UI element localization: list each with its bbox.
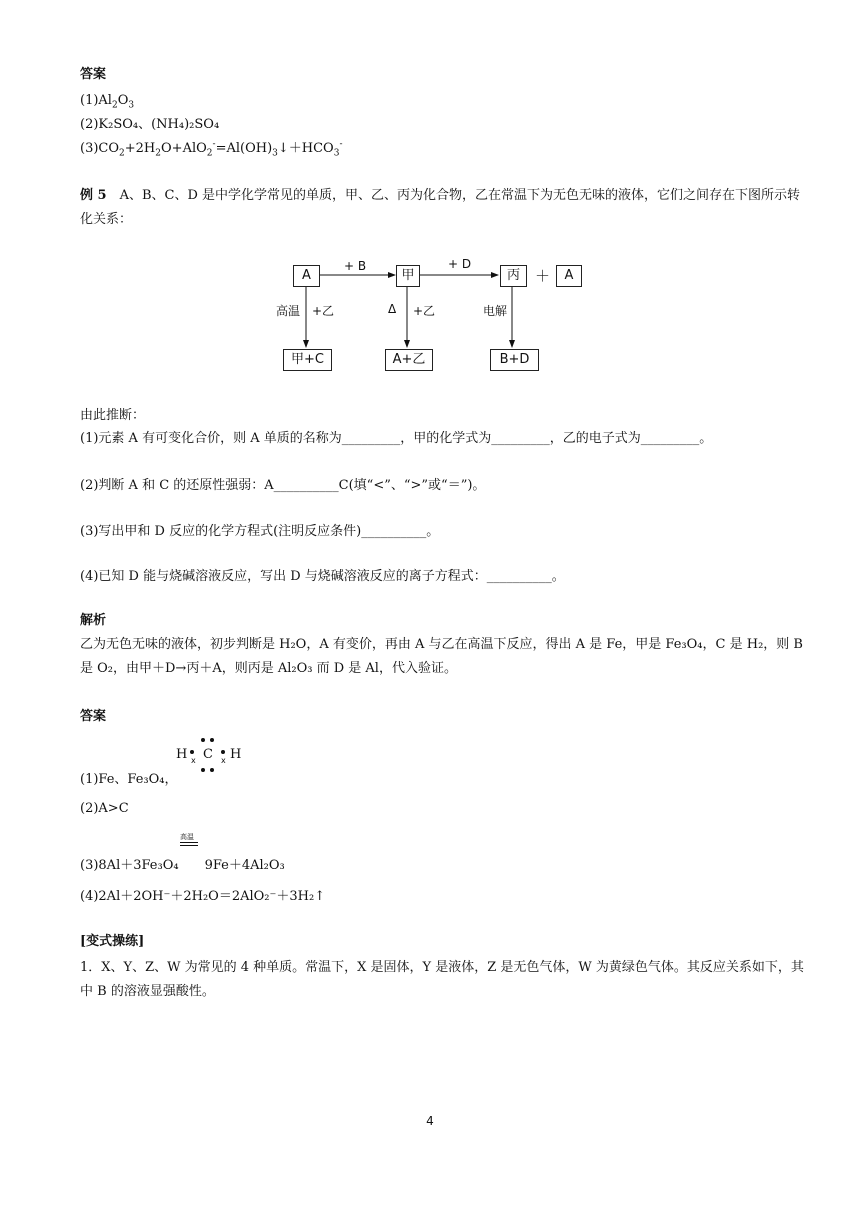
questions-intro: 由此推断： [80,408,146,423]
answer2-line-2: (2)A>C [80,801,129,816]
label-heat: Δ [388,302,397,316]
practice-text: 1．X、Y、Z、W 为常见的 4 种单质。常温下，X 是固体，Y 是液体，Z 是无色气体，W 为黄绿色气体。其反应关系如下，其中 B 的溶液显强酸性。 [80,960,804,999]
box-jia-plus-c: 甲+C [283,349,332,371]
answer2-line-4: (4)2Al＋2OH⁻＋2H₂O＝2AlO₂⁻＋3H₂↑ [80,889,326,904]
label-electrolysis: 电解 [483,304,508,318]
electron-dot [210,738,214,742]
label-plus-b: + B [344,259,367,273]
label-plus-d: + D [448,257,472,271]
plus-sign: ＋ [535,267,551,285]
page-number: 4 [426,1114,434,1128]
box-bing: 丙 [500,265,527,287]
analysis-text: 乙为无色无味的液体，初步判断是 H₂O，A 有变价，再由 A 与乙在高温下反应，得出 A 是 Fe，甲是 Fe₃O₄，C 是 H₂，则 B 是 O₂，由甲＋D→丙＋A，则丙是 Al₂O₃ 而 D 是 Al，代入验证。 [80,637,803,676]
answer-line-2: (2)K₂SO₄、(NH₄)₂SO₄ [80,117,220,132]
electron-x: x [191,756,196,765]
analysis-heading: 解析 [80,613,107,628]
label-plus-yi-2: +乙 [413,304,436,318]
box-jia: 甲 [396,265,420,287]
box-a-product: A [556,265,582,287]
answer-heading-2: 答案 [80,709,107,724]
electron-dot [201,738,205,742]
box-b-plus-d: B+D [490,349,539,371]
question-2: (2)判断 A 和 C 的还原性强弱：A__________C(填“<”、“>”或“＝”)。 [80,478,486,493]
diagram-arrows [0,0,860,400]
question-3: (3)写出甲和 D 反应的化学方程式(注明反应条件)__________。 [80,524,440,539]
lewis-h-left: H [176,747,188,762]
answer-line-3: $(3)CO_2+2H_2O+AlO_2^-=Al(OH)_3↓+HCO_3^-$ [80,139,343,159]
lewis-c: C [203,747,213,762]
lewis-h-right: H [230,747,242,762]
answer2-line-1: (1)Fe、Fe₃O₄， [80,772,178,787]
equals-bar-bottom [180,845,198,846]
electron-dot [201,768,205,772]
answer-heading: 答案 [80,67,107,82]
answer-line-1: $(1)Al_2O_3$ [80,93,135,111]
question-1: (1)元素 A 有可变化合价，则 A 单质的名称为_________，甲的化学式为_________，乙的电子式为_________。 [80,431,713,446]
electron-dot [221,750,225,754]
electron-x: x [221,756,226,765]
answer2-line-3: (3)8Al＋3Fe₃O₄ 9Fe＋4Al₂O₃ [80,858,285,873]
label-plus-yi-1: +乙 [312,304,335,318]
box-a: A [293,265,320,287]
example-5-text: 例 5 A、B、C、D 是中学化学常见的单质，甲、乙、丙为化合物，乙在常温下为无色无味的液体，它们之间存在下图所示转化关系： [80,188,801,227]
reaction-diagram [0,0,860,400]
electron-dot [190,750,194,754]
electron-dot [210,768,214,772]
reaction-condition: 高温 [180,833,194,841]
equals-bar-top [180,842,198,843]
example-5-label: 例 5 [80,188,107,203]
box-a-plus-yi: A+乙 [385,349,433,371]
question-4: (4)已知 D 能与烧碱溶液反应，写出 D 与烧碱溶液反应的离子方程式：__________。 [80,569,565,584]
practice-heading: [变式操练] [80,934,145,949]
label-high-temp: 高温 [276,304,301,318]
